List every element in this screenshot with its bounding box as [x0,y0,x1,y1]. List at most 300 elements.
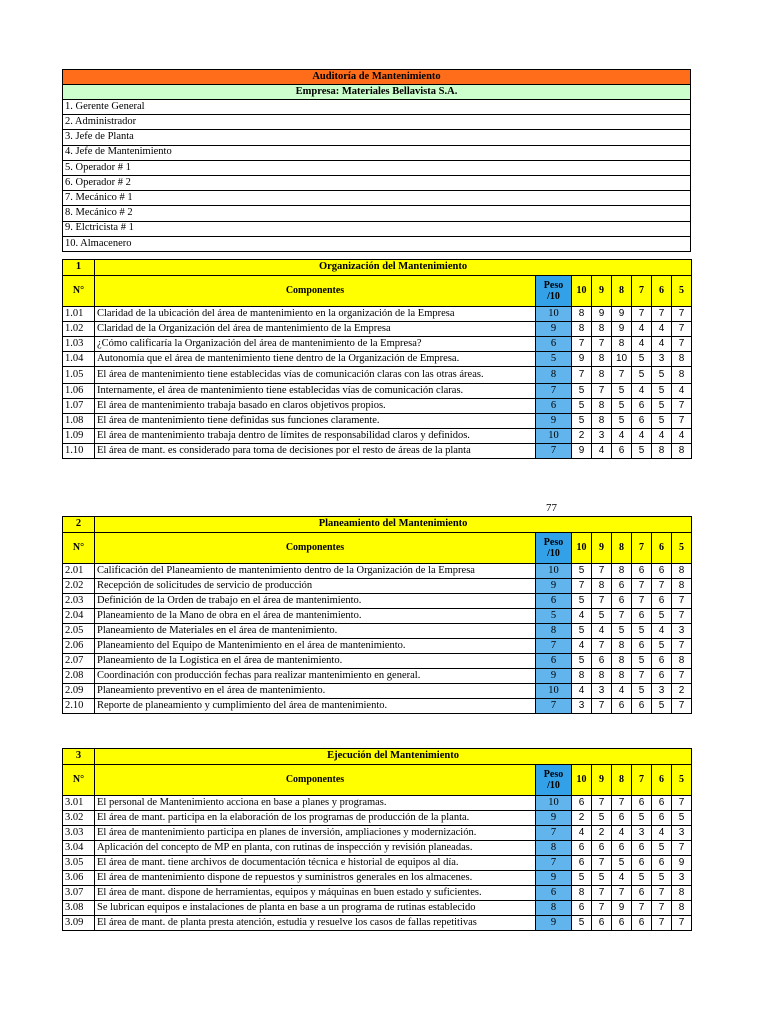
row-component: El área de mantenimiento dispone de repuestos y suministros generales en los almacenes. [95,871,536,886]
score-header: 7 [632,533,652,564]
table-row [63,856,692,871]
participant-row [63,236,691,251]
row-score: 8 [672,352,692,367]
row-score: 3 [672,624,692,639]
row-score: 7 [672,699,692,714]
section-title: Organización del Mantenimiento [95,260,692,276]
row-score: 5 [572,871,592,886]
row-score: 5 [632,367,652,384]
row-component: Claridad de la ubicación del área de mantenimiento en la organización de la Empresa [95,307,536,322]
row-score: 8 [672,901,692,916]
table-row [63,886,692,901]
row-peso: 10 [536,684,572,699]
row-score: 8 [592,399,612,414]
row-score: 5 [572,654,592,669]
row-score: 6 [572,856,592,871]
header-table [62,69,691,252]
row-score: 6 [632,639,652,654]
row-score: 8 [612,337,632,352]
participant-row [63,145,691,160]
row-number: 3.02 [63,811,95,826]
row-score: 8 [572,322,592,337]
score-header: 5 [672,765,692,796]
row-score: 5 [632,871,652,886]
row-score: 9 [612,322,632,337]
row-score: 6 [632,796,652,811]
row-score: 5 [652,384,672,399]
score-header: 9 [592,765,612,796]
row-score: 6 [652,796,672,811]
row-score: 7 [632,579,652,594]
row-score: 7 [592,337,612,352]
row-peso: 9 [536,871,572,886]
participant-label: 9. Elctricista # 1 [63,221,691,236]
participant-label: 5. Operador # 1 [63,160,691,175]
row-score: 4 [572,826,592,841]
row-score: 5 [652,871,672,886]
table-row [63,916,692,931]
participant-row [63,206,691,221]
row-score: 7 [672,307,692,322]
row-peso: 8 [536,624,572,639]
row-number: 3.03 [63,826,95,841]
row-peso: 9 [536,322,572,337]
row-component: El área de mantenimiento tiene definidas sus funciones claramente. [95,414,536,429]
row-number: 1.10 [63,444,95,459]
row-score: 4 [572,639,592,654]
table-row [63,796,692,811]
row-score: 6 [632,916,652,931]
row-score: 8 [572,307,592,322]
score-header: 10 [572,276,592,307]
row-component: Reporte de planeamiento y cumplimiento del área de mantenimiento. [95,699,536,714]
row-score: 5 [572,564,592,579]
audit-title: Auditoría de Mantenimiento [63,70,691,85]
row-score: 6 [592,916,612,931]
row-score: 6 [652,669,672,684]
row-score: 7 [572,367,592,384]
row-score: 8 [572,886,592,901]
row-number: 3.06 [63,871,95,886]
participant-row [63,175,691,190]
row-score: 7 [632,594,652,609]
table-row [63,579,692,594]
row-component: El área de mantenimiento participa en planes de inversión, ampliaciones y modernización. [95,826,536,841]
row-score: 8 [592,322,612,337]
row-score: 7 [592,856,612,871]
row-score: 6 [652,564,672,579]
row-number: 3.01 [63,796,95,811]
row-score: 8 [592,352,612,367]
row-score: 5 [632,624,652,639]
participant-label: 4. Jefe de Mantenimiento [63,145,691,160]
row-score: 7 [592,564,612,579]
row-score: 3 [632,826,652,841]
section-number: 3 [63,749,95,765]
row-peso: 7 [536,826,572,841]
row-component: Claridad de la Organización del área de mantenimiento de la Empresa [95,322,536,337]
row-score: 4 [632,337,652,352]
row-score: 4 [652,337,672,352]
row-score: 3 [672,871,692,886]
score-header: 5 [672,276,692,307]
row-peso: 7 [536,384,572,399]
row-score: 2 [572,429,592,444]
row-component: Internamente, el área de mantenimiento tiene establecidas vías de comunicación claras. [95,384,536,399]
row-score: 6 [632,886,652,901]
row-score: 6 [632,856,652,871]
row-component: El área de mantenimiento trabaja basado en claros objetivos propios. [95,399,536,414]
row-score: 7 [672,796,692,811]
participant-label: 6. Operador # 2 [63,175,691,190]
components-header: Componentes [95,276,536,307]
row-peso: 10 [536,564,572,579]
row-score: 7 [592,699,612,714]
row-score: 6 [612,811,632,826]
row-score: 9 [612,307,632,322]
participant-row [63,130,691,145]
table-row [63,669,692,684]
row-score: 6 [632,841,652,856]
row-number: 3.08 [63,901,95,916]
components-header: Componentes [95,533,536,564]
row-score: 6 [632,414,652,429]
row-score: 4 [592,444,612,459]
score-header: 6 [652,276,672,307]
row-score: 7 [612,367,632,384]
row-number: 1.05 [63,367,95,384]
row-component: Coordinación con producción fechas para realizar mantenimiento en general. [95,669,536,684]
row-component: Autonomía que el área de mantenimiento tiene dentro de la Organización de Empresa. [95,352,536,367]
row-peso: 9 [536,669,572,684]
row-number: 2.07 [63,654,95,669]
row-score: 6 [652,856,672,871]
row-peso: 9 [536,811,572,826]
row-score: 8 [592,414,612,429]
row-score: 3 [592,684,612,699]
row-score: 7 [632,901,652,916]
row-component: El área de mant. es considerado para toma de decisiones por el resto de áreas de la planta [95,444,536,459]
row-score: 5 [612,856,632,871]
row-peso: 7 [536,639,572,654]
row-score: 7 [652,307,672,322]
row-score: 6 [612,841,632,856]
row-score: 8 [572,669,592,684]
row-score: 4 [652,322,672,337]
section-table-2 [62,516,692,714]
score-header: 5 [672,533,692,564]
row-component: ¿Cómo calificaría la Organización del área de mantenimiento de la Empresa? [95,337,536,352]
score-header: 9 [592,276,612,307]
row-number: 3.07 [63,886,95,901]
row-component: Planeamiento del Equipo de Mantenimiento en el área de mantenimiento. [95,639,536,654]
row-score: 8 [672,367,692,384]
row-score: 4 [652,826,672,841]
row-score: 5 [612,384,632,399]
section-number: 2 [63,517,95,533]
row-score: 7 [592,384,612,399]
participant-label: 1. Gerente General [63,100,691,115]
row-score: 5 [592,609,612,624]
row-score: 8 [592,669,612,684]
score-header: 7 [632,765,652,796]
table-row [63,654,692,669]
table-row [63,871,692,886]
row-score: 9 [612,901,632,916]
row-peso: 9 [536,916,572,931]
row-component: Recepción de solicitudes de servicio de producción [95,579,536,594]
row-score: 7 [652,916,672,931]
row-peso: 5 [536,609,572,624]
score-header: 6 [652,765,672,796]
row-score: 7 [592,639,612,654]
peso-header: Peso /10 [536,533,572,564]
row-score: 5 [652,639,672,654]
row-score: 7 [672,594,692,609]
table-row [63,384,692,399]
row-component: El área de mant. tiene archivos de documentación técnica e historial de equipos al día. [95,856,536,871]
row-score: 7 [672,609,692,624]
table-row [63,639,692,654]
score-header: 8 [612,765,632,796]
section-number: 1 [63,260,95,276]
row-score: 5 [652,699,672,714]
row-score: 8 [672,564,692,579]
row-score: 5 [632,811,652,826]
row-component: El área de mantenimiento tiene establecidas vías de comunicación claras con las otras áreas. [95,367,536,384]
section-title: Planeamiento del Mantenimiento [95,517,692,533]
row-number: 2.06 [63,639,95,654]
row-score: 5 [652,414,672,429]
row-score: 9 [572,444,592,459]
row-number: 1.01 [63,307,95,322]
row-score: 10 [612,352,632,367]
row-peso: 7 [536,856,572,871]
row-score: 7 [652,579,672,594]
row-score: 9 [572,352,592,367]
row-component: Planeamiento de Materiales en el área de mantenimiento. [95,624,536,639]
row-component: Calificación del Planeamiento de mantenimiento dentro de la Organización de la Empresa [95,564,536,579]
table-row [63,699,692,714]
row-score: 5 [572,399,592,414]
row-number: 1.02 [63,322,95,337]
row-number: 2.08 [63,669,95,684]
row-component: Planeamiento de la Mano de obra en el área de mantenimiento. [95,609,536,624]
table-row [63,841,692,856]
row-number: 2.05 [63,624,95,639]
row-score: 5 [592,871,612,886]
row-component: Aplicación del concepto de MP en planta, con rutinas de inspección y revisión planeadas. [95,841,536,856]
row-score: 7 [632,307,652,322]
participant-label: 10. Almacenero [63,236,691,251]
table-row [63,367,692,384]
row-component: Planeamiento preventivo en el área de mantenimiento. [95,684,536,699]
table-row [63,414,692,429]
num-header: N° [63,533,95,564]
row-number: 3.09 [63,916,95,931]
table-row [63,826,692,841]
row-score: 3 [592,429,612,444]
row-score: 7 [572,337,592,352]
table-row [63,901,692,916]
row-score: 5 [592,811,612,826]
row-score: 5 [652,609,672,624]
row-score: 5 [652,841,672,856]
row-peso: 7 [536,444,572,459]
row-score: 7 [672,669,692,684]
participant-row [63,115,691,130]
row-score: 7 [632,669,652,684]
row-score: 4 [572,684,592,699]
row-number: 3.05 [63,856,95,871]
row-component: El área de mantenimiento trabaja dentro de límites de responsabilidad claros y definidos. [95,429,536,444]
row-peso: 10 [536,796,572,811]
row-score: 5 [632,684,652,699]
row-number: 2.09 [63,684,95,699]
row-score: 4 [652,429,672,444]
row-score: 4 [632,384,652,399]
row-score: 6 [632,699,652,714]
row-score: 7 [652,901,672,916]
row-score: 4 [592,624,612,639]
row-score: 6 [612,699,632,714]
row-score: 7 [572,579,592,594]
row-peso: 10 [536,307,572,322]
row-score: 5 [672,811,692,826]
row-score: 7 [592,594,612,609]
participant-row [63,160,691,175]
row-score: 4 [672,384,692,399]
table-row [63,684,692,699]
row-peso: 6 [536,654,572,669]
row-score: 6 [612,579,632,594]
peso-header: Peso /10 [536,765,572,796]
table-row [63,337,692,352]
row-score: 7 [612,609,632,624]
row-score: 8 [612,564,632,579]
row-score: 8 [672,579,692,594]
row-score: 7 [672,916,692,931]
row-score: 6 [592,654,612,669]
row-score: 4 [572,609,592,624]
row-score: 6 [652,654,672,669]
participant-row [63,221,691,236]
row-number: 2.10 [63,699,95,714]
score-header: 6 [652,533,672,564]
row-score: 6 [632,609,652,624]
row-score: 4 [652,624,672,639]
table-row [63,322,692,337]
row-score: 6 [632,399,652,414]
table-row [63,352,692,367]
score-header: 8 [612,533,632,564]
row-score: 5 [572,594,592,609]
score-header: 10 [572,533,592,564]
row-score: 7 [672,639,692,654]
row-score: 5 [612,414,632,429]
score-header: 7 [632,276,652,307]
row-score: 7 [672,322,692,337]
row-score: 7 [652,886,672,901]
row-number: 1.03 [63,337,95,352]
row-score: 7 [592,796,612,811]
row-component: El área de mant. participa en la elaboración de los programas de producción de la planta. [95,811,536,826]
row-score: 8 [672,654,692,669]
row-score: 8 [612,654,632,669]
row-score: 6 [572,901,592,916]
row-component: Definición de la Orden de trabajo en el área de mantenimiento. [95,594,536,609]
table-row [63,609,692,624]
row-score: 4 [672,429,692,444]
section-total: 77 [546,502,557,514]
section-table-1 [62,259,692,459]
row-component: El área de mant. de planta presta atención, estudia y resuelve los casos de fallas repetitivas [95,916,536,931]
row-peso: 8 [536,367,572,384]
row-score: 5 [572,624,592,639]
row-score: 8 [652,444,672,459]
row-number: 2.04 [63,609,95,624]
row-score: 5 [612,399,632,414]
row-peso: 9 [536,579,572,594]
row-score: 7 [592,901,612,916]
row-score: 3 [652,352,672,367]
row-score: 6 [612,444,632,459]
table-row [63,444,692,459]
participant-row [63,100,691,115]
table-row [63,429,692,444]
row-score: 4 [612,871,632,886]
row-number: 1.08 [63,414,95,429]
row-number: 3.04 [63,841,95,856]
row-score: 9 [672,856,692,871]
row-score: 5 [612,624,632,639]
row-peso: 6 [536,399,572,414]
score-header: 8 [612,276,632,307]
row-peso: 9 [536,414,572,429]
table-row [63,594,692,609]
row-score: 7 [592,886,612,901]
row-component: Se lubrican equipos e instalaciones de planta en base a un programa de rutinas establecido [95,901,536,916]
row-score: 5 [652,399,672,414]
row-score: 9 [592,307,612,322]
num-header: N° [63,765,95,796]
row-score: 3 [572,699,592,714]
row-score: 6 [652,594,672,609]
row-peso: 7 [536,699,572,714]
row-score: 4 [612,429,632,444]
participant-label: 2. Administrador [63,115,691,130]
row-score: 5 [632,352,652,367]
row-score: 8 [612,669,632,684]
row-score: 7 [612,886,632,901]
table-row [63,307,692,322]
peso-header: Peso /10 [536,276,572,307]
table-row [63,811,692,826]
row-peso: 5 [536,352,572,367]
row-score: 6 [652,811,672,826]
company-name: Empresa: Materiales Bellavista S.A. [63,85,691,100]
row-component: Planeamiento de la Logística en el área de mantenimiento. [95,654,536,669]
num-header: N° [63,276,95,307]
participant-row [63,191,691,206]
row-peso: 6 [536,337,572,352]
row-score: 2 [672,684,692,699]
table-row [63,399,692,414]
table-row [63,564,692,579]
row-score: 3 [652,684,672,699]
row-peso: 10 [536,429,572,444]
row-score: 4 [632,429,652,444]
